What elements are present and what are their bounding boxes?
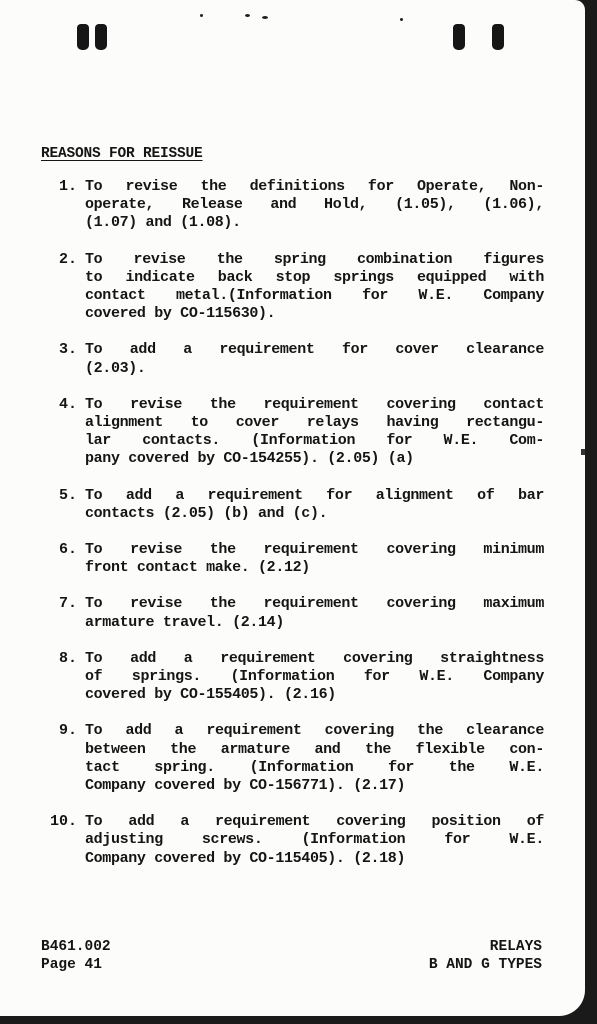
list-item-text — [85, 178, 544, 233]
list-item-line: contact metal.(Information for W.E. Company — [85, 287, 544, 305]
reasons-list — [41, 178, 544, 868]
paper-speck — [200, 14, 203, 17]
list-item — [41, 541, 544, 577]
list-item-line: pany covered by CO-154255). (2.05) (a) — [85, 450, 414, 468]
list-item-line: To add a requirement covering the clearance — [85, 722, 544, 740]
list-item-line: To add a requirement covering straightness — [85, 649, 544, 667]
list-item-line: between the armature and the flexible con- — [85, 740, 544, 758]
list-item — [41, 178, 544, 233]
list-item-number-text: 8. — [58, 649, 77, 667]
list-item-number-text: 7. — [58, 595, 77, 613]
list-item-line: (1.07) and (1.08). — [85, 214, 241, 232]
list-item-number — [41, 178, 77, 196]
list-item-line: To revise the requirement covering contact — [85, 395, 544, 413]
list-item-number — [41, 341, 77, 359]
list-item-number-text: 4. — [58, 395, 77, 413]
list-item-text — [85, 396, 544, 469]
paper-speck — [400, 18, 403, 21]
list-item-line: armature travel. (2.14) — [85, 613, 284, 631]
list-item-line: operate, Release and Hold, (1.05), (1.06), — [85, 196, 544, 214]
list-item-number — [41, 487, 77, 505]
list-item-line: contacts (2.05) (b) and (c). — [85, 504, 328, 522]
punch-hole-mark — [492, 24, 504, 50]
list-item-number — [41, 722, 77, 740]
list-item-line: Company covered by CO-115405). (2.18) — [85, 849, 406, 867]
list-item-line: To revise the requirement covering minimum — [85, 541, 544, 559]
list-item — [41, 251, 544, 324]
document-subtitle: B AND G TYPES — [428, 957, 542, 973]
list-item — [41, 487, 544, 523]
list-item-line: Company covered by CO-156771). (2.17) — [85, 777, 406, 795]
list-item-line: To add a requirement for alignment of bar — [85, 486, 544, 504]
list-item-number-text: 9. — [58, 722, 77, 740]
paper-speck — [262, 16, 268, 19]
list-item-number — [41, 251, 77, 269]
list-item-number — [41, 650, 77, 668]
list-item-text — [85, 595, 544, 631]
list-item — [41, 595, 544, 631]
list-item-text — [85, 487, 544, 523]
list-item — [41, 396, 544, 469]
list-item-number-text: 5. — [58, 486, 77, 504]
list-item-line: To revise the requirement covering maximum — [85, 595, 544, 613]
list-item-text — [85, 650, 544, 705]
punch-hole-mark — [77, 24, 89, 50]
list-item-number-text: 6. — [58, 541, 77, 559]
list-item-line: of springs. (Information for W.E. Company — [85, 668, 544, 686]
list-item-line: front contact make. (2.12) — [85, 559, 310, 577]
list-item-line: adjusting screws. (Information for W.E. — [85, 831, 544, 849]
list-item-text — [85, 541, 544, 577]
list-item-number-text: 3. — [58, 341, 77, 359]
list-item-line: lar contacts. (Information for W.E. Com- — [85, 432, 544, 450]
list-item-text — [85, 722, 544, 795]
document-title: RELAYS — [489, 939, 542, 955]
punch-hole-mark — [453, 24, 465, 50]
punch-hole-mark — [95, 24, 107, 50]
list-item-number — [41, 595, 77, 613]
paper-edge-mark — [581, 449, 585, 455]
list-item-line: to indicate back stop springs equipped with — [85, 268, 544, 286]
footer-right — [429, 938, 542, 974]
list-item-line: To revise the spring combination figures — [85, 250, 544, 268]
list-item-text — [85, 251, 544, 324]
footer-left — [41, 938, 111, 974]
list-item-line: covered by CO-115630). — [85, 305, 276, 323]
list-item-line: alignment to cover relays having rectangu- — [85, 414, 544, 432]
list-item-number — [41, 396, 77, 414]
list-item-number-text: 10. — [49, 813, 77, 831]
reasons-section — [41, 146, 544, 886]
list-item-text — [85, 341, 544, 377]
list-item-line: To revise the definitions for Operate, Non- — [85, 178, 544, 195]
list-item-number-text: 2. — [58, 250, 77, 268]
list-item-text — [85, 813, 544, 868]
list-item — [41, 650, 544, 705]
list-item — [41, 722, 544, 795]
paper-speck — [245, 14, 250, 17]
list-item — [41, 813, 544, 868]
document-number: B461.002 — [41, 939, 111, 955]
list-item-line: tact spring. (Information for the W.E. — [85, 758, 544, 776]
section-heading: REASONS FOR REISSUE — [41, 146, 203, 162]
list-item — [41, 341, 544, 377]
list-item-line: (2.03). — [85, 359, 146, 377]
list-item-line: To add a requirement for cover clearance — [85, 341, 544, 359]
list-item-number — [41, 813, 77, 831]
list-item-line: covered by CO-155405). (2.16) — [85, 686, 336, 704]
list-item-number — [41, 541, 77, 559]
list-item-line: To add a requirement covering position of — [85, 813, 544, 831]
page-number: Page 41 — [41, 957, 102, 973]
list-item-number-text: 1. — [58, 178, 77, 195]
